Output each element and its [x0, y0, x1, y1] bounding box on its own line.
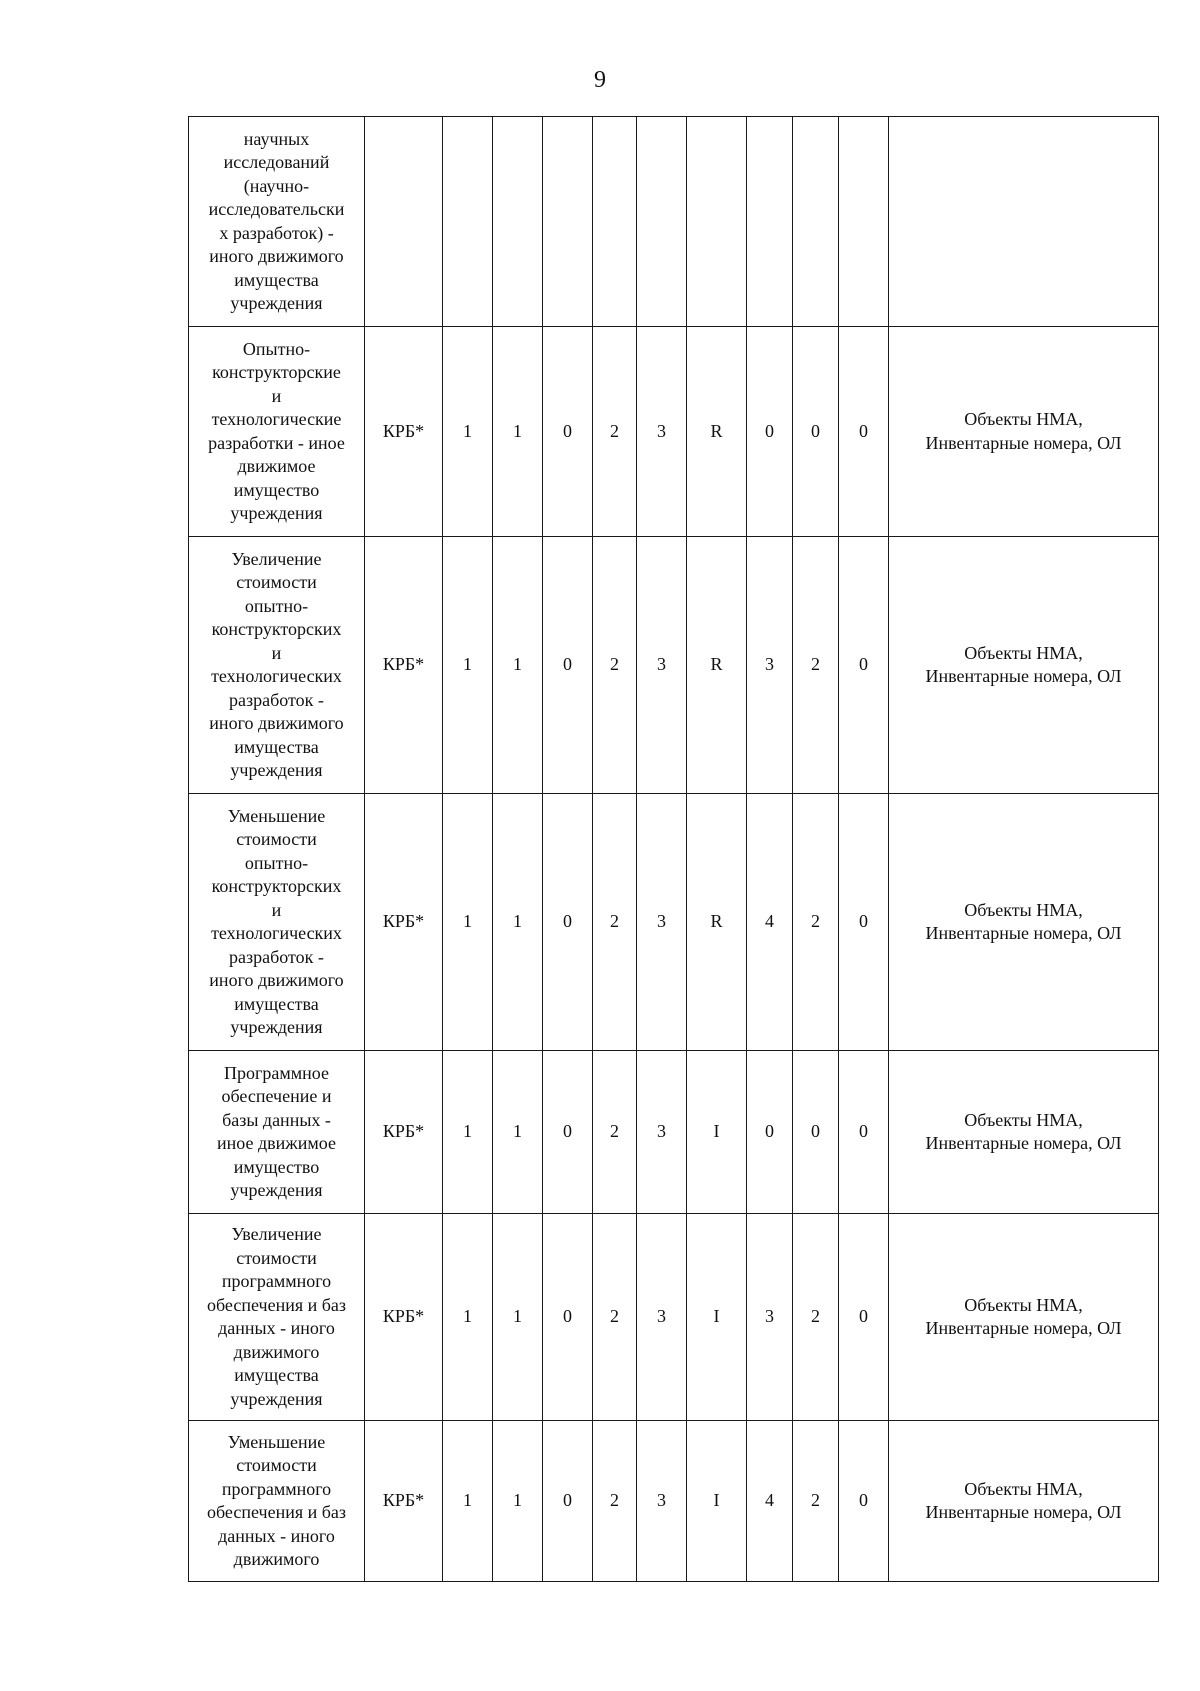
account-name-line: данных - иного [218, 1525, 335, 1546]
account-name-line: стоимости [236, 1455, 317, 1475]
table-row [189, 327, 1159, 537]
account-name-line: Программное [224, 1062, 329, 1083]
account-name-line: стоимости [236, 1247, 317, 1268]
account-code-digit-cell: 2 [593, 1421, 637, 1582]
account-name-line: учреждения [230, 1388, 323, 1409]
account-code-digit-cell: 1 [493, 794, 543, 1051]
account-name-line: стоимости [236, 572, 317, 592]
account-code-digit-cell: 0 [543, 327, 593, 537]
account-code-digit-cell: 0 [543, 1214, 593, 1421]
account-name-line: учреждения [230, 1180, 323, 1200]
account-name-line: движимое [237, 456, 316, 476]
account-code-digit-cell: 2 [593, 537, 637, 794]
description-cell [889, 537, 1159, 794]
account-name-line: иное движимое [217, 1133, 336, 1153]
account-code-digit-cell: 1 [443, 794, 493, 1051]
account-code-digit-cell [747, 117, 793, 327]
description-line: Инвентарные номера, ОЛ [925, 666, 1122, 686]
account-code-digit-cell: 0 [839, 327, 889, 537]
account-code-digit-cell: 0 [543, 794, 593, 1051]
description-line: Объекты НМА, [964, 409, 1083, 429]
account-code-digit-cell: 0 [839, 1421, 889, 1582]
code-type-cell: КРБ* [365, 1421, 443, 1582]
account-name-line: стоимости [236, 829, 317, 849]
table-row [189, 117, 1159, 327]
account-name-line: (научно- [243, 175, 310, 196]
account-code-digit-cell: 0 [747, 1051, 793, 1214]
description-line: Объекты НМА, [964, 1109, 1083, 1130]
account-name-line: исследовательски [208, 199, 345, 219]
account-name-line: и [271, 642, 282, 663]
account-code-digit-cell: 3 [637, 537, 687, 794]
account-name-cell [189, 1051, 365, 1214]
account-name-line: имущества [234, 1365, 319, 1385]
account-code-digit-cell: I [687, 1051, 747, 1214]
account-code-digit-cell: I [687, 1214, 747, 1421]
code-type-cell [365, 117, 443, 327]
account-code-digit-cell: 1 [443, 1421, 493, 1582]
code-type-cell: КРБ* [365, 1051, 443, 1214]
account-name-line: и [271, 385, 282, 406]
account-code-digit-cell: 1 [493, 537, 543, 794]
account-name-line: иного движимого [209, 246, 344, 266]
code-type-cell: КРБ* [365, 1214, 443, 1421]
account-name-line: конструкторских [211, 876, 342, 896]
accounts-table [188, 116, 1159, 1582]
account-code-digit-cell: 0 [543, 537, 593, 794]
account-name-cell [189, 537, 365, 794]
account-name-line: технологических [211, 666, 342, 686]
account-code-digit-cell: 2 [793, 794, 839, 1051]
account-code-digit-cell: 1 [493, 1214, 543, 1421]
account-name-line: иного движимого [209, 713, 344, 733]
account-code-digit-cell [493, 117, 543, 327]
account-name-line: обеспечение и [221, 1086, 332, 1106]
account-code-digit-cell: 2 [593, 327, 637, 537]
account-name-line: учреждения [230, 293, 323, 313]
account-name-line: учреждения [230, 503, 323, 523]
account-code-digit-cell: 3 [637, 1214, 687, 1421]
account-name-line: данных - иного [218, 1318, 335, 1338]
account-code-digit-cell: 2 [593, 794, 637, 1051]
description-cell [889, 1214, 1159, 1421]
account-code-digit-cell: 2 [593, 1051, 637, 1214]
description-line: Объекты НМА, [964, 899, 1083, 920]
account-code-digit-cell: 2 [793, 1421, 839, 1582]
account-code-digit-cell: 0 [793, 1051, 839, 1214]
account-code-digit-cell [637, 117, 687, 327]
account-name-line: Увеличение [231, 1224, 322, 1244]
account-name-cell [189, 117, 365, 327]
account-name-line: движимого [233, 1549, 320, 1569]
account-name-line: х разработок) - [219, 222, 334, 243]
account-name-line: Увеличение [231, 548, 322, 569]
account-name-cell [189, 794, 365, 1051]
description-line: Инвентарные номера, ОЛ [925, 432, 1122, 453]
account-name-line: обеспечения и баз [207, 1294, 346, 1315]
account-code-digit-cell: 0 [793, 327, 839, 537]
account-name-line: опытно- [244, 852, 309, 873]
description-line: Инвентарные номера, ОЛ [925, 1133, 1122, 1153]
account-code-digit-cell: 1 [443, 537, 493, 794]
account-code-digit-cell [839, 117, 889, 327]
code-type-cell: КРБ* [365, 794, 443, 1051]
account-name-line: конструкторских [211, 619, 342, 639]
account-code-digit-cell: 0 [839, 1051, 889, 1214]
account-name-line: иного движимого [209, 970, 344, 990]
account-name-line: программного [221, 1271, 332, 1291]
description-line: Объекты НМА, [964, 642, 1083, 663]
account-name-line: и [271, 899, 282, 920]
account-code-digit-cell: 0 [839, 537, 889, 794]
description-cell [889, 794, 1159, 1051]
account-name-line: Опытно- [242, 338, 311, 359]
account-code-digit-cell: 3 [637, 1421, 687, 1582]
account-name-line: исследований [223, 152, 330, 172]
account-code-digit-cell: 3 [637, 1051, 687, 1214]
account-code-digit-cell [793, 117, 839, 327]
account-code-digit-cell: 0 [839, 794, 889, 1051]
description-cell [889, 1051, 1159, 1214]
table-body [189, 117, 1159, 1582]
account-code-digit-cell: R [687, 537, 747, 794]
account-code-digit-cell: 2 [793, 537, 839, 794]
account-name-line: разработок - [229, 946, 324, 967]
account-code-digit-cell: 2 [793, 1214, 839, 1421]
table-row [189, 1421, 1159, 1582]
account-name-line: обеспечения и баз [207, 1502, 346, 1522]
table-row [189, 794, 1159, 1051]
account-code-digit-cell: 1 [443, 1214, 493, 1421]
account-name-line: имущества [234, 993, 319, 1014]
account-code-digit-cell [543, 117, 593, 327]
account-code-digit-cell: 3 [747, 1214, 793, 1421]
account-code-digit-cell: R [687, 327, 747, 537]
account-name-line: программного [221, 1478, 332, 1499]
account-name-line: опытно- [244, 595, 309, 616]
account-code-digit-cell: 1 [443, 327, 493, 537]
code-type-cell: КРБ* [365, 327, 443, 537]
description-line: Инвентарные номера, ОЛ [925, 923, 1122, 943]
account-code-digit-cell [593, 117, 637, 327]
account-name-line: технологические [211, 409, 342, 429]
account-code-digit-cell: 0 [543, 1421, 593, 1582]
account-name-line: базы данных - [222, 1109, 331, 1130]
account-name-line: технологических [211, 923, 342, 943]
table-row [189, 1214, 1159, 1421]
account-name-line: имущества [234, 736, 319, 757]
account-name-line: разработок - [229, 689, 324, 710]
account-code-digit-cell [443, 117, 493, 327]
description-line: Объекты НМА, [964, 1478, 1083, 1499]
description-cell [889, 327, 1159, 537]
description-line: Инвентарные номера, ОЛ [925, 1502, 1122, 1522]
account-code-digit-cell: 0 [839, 1214, 889, 1421]
account-code-digit-cell [687, 117, 747, 327]
account-name-line: Уменьшение [227, 1431, 326, 1452]
page-number: 9 [594, 67, 606, 93]
account-name-cell [189, 327, 365, 537]
account-code-digit-cell: I [687, 1421, 747, 1582]
table-row [189, 1051, 1159, 1214]
account-code-digit-cell: 1 [443, 1051, 493, 1214]
account-name-line: имущество [233, 479, 320, 500]
account-name-cell [189, 1421, 365, 1582]
account-name-line: разработки - иное [208, 432, 345, 453]
account-name-line: Уменьшение [227, 805, 326, 826]
account-code-digit-cell: 1 [493, 1421, 543, 1582]
description-cell [889, 1421, 1159, 1582]
account-code-digit-cell: 4 [747, 1421, 793, 1582]
account-code-digit-cell: 1 [493, 1051, 543, 1214]
account-code-digit-cell: 2 [593, 1214, 637, 1421]
account-code-digit-cell: 3 [637, 327, 687, 537]
account-code-digit-cell: 0 [747, 327, 793, 537]
account-name-line: научных [243, 128, 310, 149]
account-code-digit-cell: R [687, 794, 747, 1051]
account-code-digit-cell: 1 [493, 327, 543, 537]
account-code-digit-cell: 3 [747, 537, 793, 794]
description-cell [889, 117, 1159, 327]
account-code-digit-cell: 4 [747, 794, 793, 1051]
description-line: Объекты НМА, [964, 1294, 1083, 1315]
account-code-digit-cell: 3 [637, 794, 687, 1051]
table-row [189, 537, 1159, 794]
account-name-cell [189, 1214, 365, 1421]
account-name-line: имущество [233, 1156, 320, 1177]
account-name-line: конструкторские [212, 362, 341, 382]
account-name-line: учреждения [230, 1017, 323, 1037]
description-line: Инвентарные номера, ОЛ [925, 1318, 1122, 1338]
account-name-line: учреждения [230, 760, 323, 780]
account-code-digit-cell: 0 [543, 1051, 593, 1214]
account-name-line: движимого [233, 1341, 320, 1362]
code-type-cell: КРБ* [365, 537, 443, 794]
account-name-line: имущества [234, 269, 319, 290]
